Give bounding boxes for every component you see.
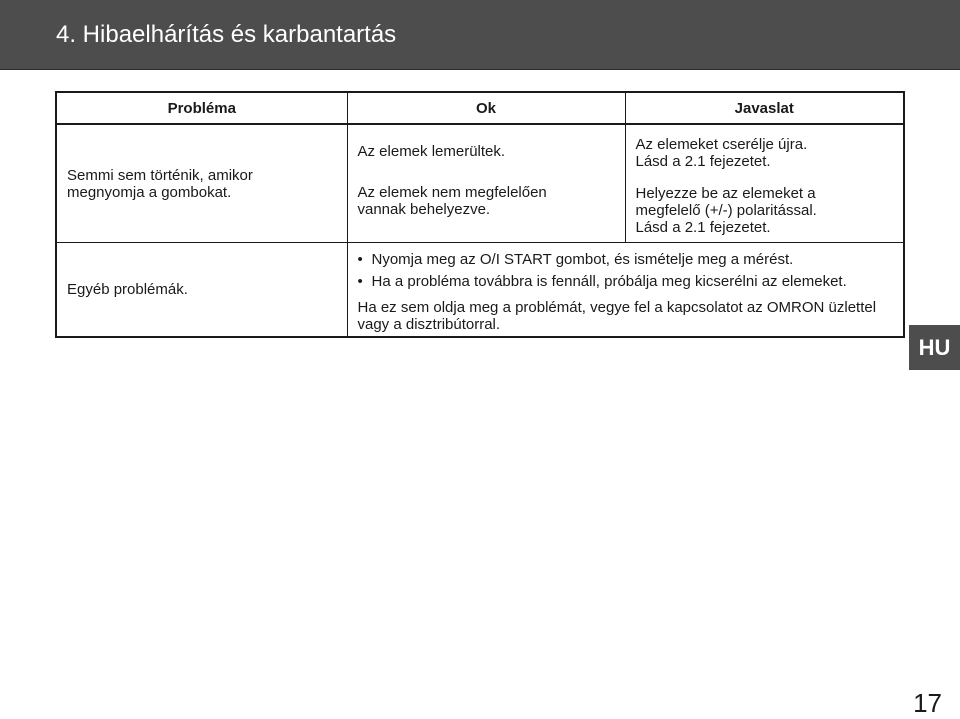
problem-cell — [56, 124, 347, 243]
section-title: 4. Hibaelhárítás és karbantartás — [56, 20, 397, 48]
solution-list — [348, 243, 904, 290]
final-note: Ha ez sem oldja meg a problémát, vegye fel a kapcsolatot az OMRON üzlettel vagy a disztribútorral. — [357, 299, 877, 333]
solution-reference: Lásd a 2.1 fejezetet. — [635, 153, 771, 170]
solution-block — [626, 170, 904, 236]
solution-reference: Lásd a 2.1 fejezetet. — [635, 219, 771, 236]
troubleshooting-table — [55, 91, 905, 338]
section-header — [0, 0, 960, 70]
problem-text: Egyéb problémák. — [67, 281, 188, 298]
language-tab: HU — [909, 325, 960, 370]
solution-cell — [625, 124, 904, 243]
solution-block — [626, 125, 904, 170]
list-item: • Nyomja meg az O/I START gombot, és ismételje meg a mérést. — [358, 251, 894, 268]
column-header-cause: Ok — [347, 92, 625, 124]
solution-text: Helyezze be az elemeket a megfelelő (+/-) polaritással. — [635, 185, 817, 219]
page-number: 17 — [913, 688, 942, 718]
solution-text: Az elemeket cserélje újra. — [635, 136, 808, 153]
cause-text: Az elemek nem megfelelően vannak behelyezve. — [357, 184, 547, 218]
column-header-problem: Probléma — [56, 92, 347, 124]
cause-text: Az elemek lemerültek. — [357, 143, 506, 160]
cause-cell — [347, 124, 625, 243]
column-header-solution: Javaslat — [625, 92, 904, 124]
solution-cell — [347, 243, 904, 338]
problem-cell — [56, 243, 347, 338]
table-header-row — [56, 92, 904, 124]
table-row — [56, 243, 904, 338]
list-item: • Ha a probléma továbbra is fennáll, próbálja meg kicserélni az elemeket. — [358, 273, 894, 290]
table-row — [56, 124, 904, 243]
problem-text: Semmi sem történik, amikor megnyomja a gombokat. — [67, 166, 253, 201]
